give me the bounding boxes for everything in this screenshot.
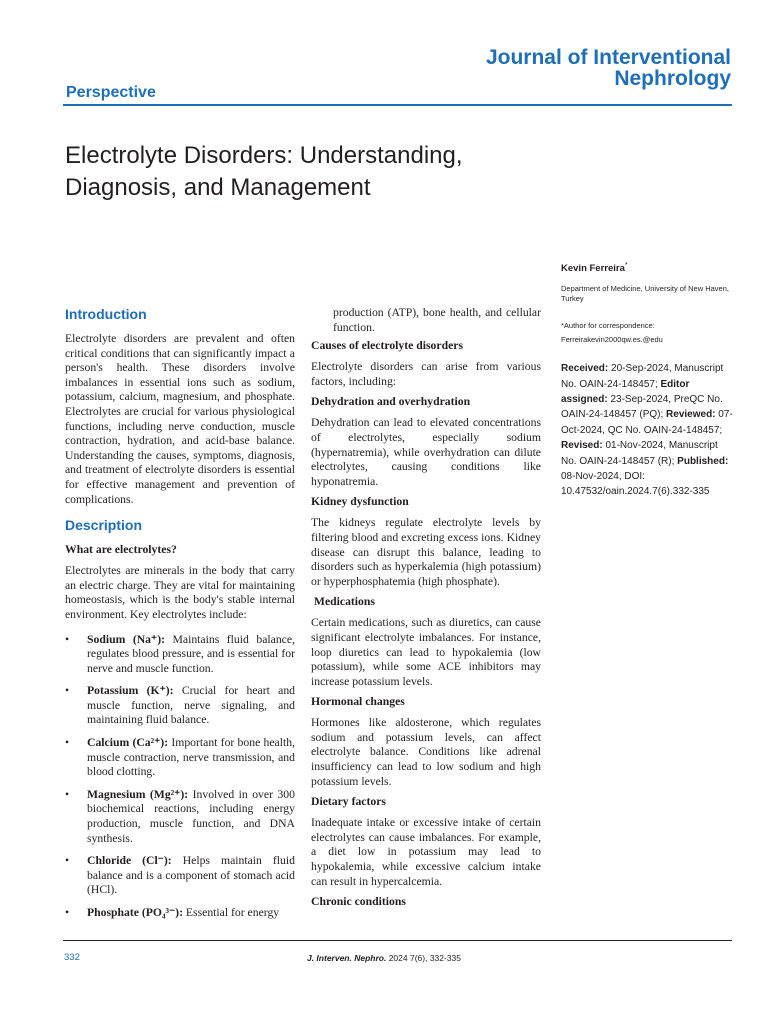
- header-rule: [63, 104, 732, 106]
- list-item: [65, 854, 295, 898]
- article-title-line1: Electrolyte Disorders: Understanding,: [65, 142, 463, 169]
- dehydration-heading: Dehydration and overhydration: [311, 395, 471, 409]
- list-item-label: Potassium (K⁺):: [87, 684, 174, 698]
- kidney-paragraph: The kidneys regulate electrolyte levels by filtering blood and excreting excess ions. Kidney disease can disrupt this balance, leading to disorders such as hyperkalemia (high potassium) or hyperphosphatemia (high phosphate).: [311, 516, 541, 588]
- what-are-electrolytes-paragraph: Electrolytes are minerals in the body that carry an electric charge. They are vital for maintaining homeostasis, which is the body's stable internal environment. Key electrolytes include:: [65, 564, 295, 621]
- citation: [0, 953, 768, 963]
- journal-name: [311, 47, 731, 89]
- article-title: [65, 140, 625, 204]
- bullet-icon: •: [65, 787, 70, 801]
- list-item-label: Sodium (Na⁺):: [87, 632, 165, 646]
- list-item: [65, 788, 295, 846]
- list-item-label: Calcium (Ca²⁺):: [87, 736, 169, 750]
- list-item: [65, 633, 295, 677]
- author-name: [561, 262, 733, 274]
- date-label: Revised:: [561, 440, 603, 452]
- correspondence-email[interactable]: Ferreirakevin2000qw.es.@edu: [561, 335, 663, 345]
- citation-details: 2024 7(6), 332-335: [386, 953, 462, 963]
- date-text: 20-Sep-2024, Manuscript No. OAIN-24-148457;: [561, 363, 724, 390]
- date-text: 23-Sep-2024, PreQC No. OAIN-24-148457 (PQ);: [561, 393, 723, 421]
- medications-paragraph: Certain medications, such as diuretics, can cause significant electrolyte imbalances. For instance, loop diuretics can lead to hypokalemia (low potassium), while some ACE inhibitors may increase potassium levels.: [311, 616, 541, 688]
- list-item: [65, 684, 295, 728]
- hormonal-paragraph: Hormones like aldosterone, which regulates sodium and potassium levels, can affect electrolyte balance. Conditions like adrenal insufficiency can lead to low sodium and high potassium levels.: [311, 716, 541, 788]
- list-item-label: Magnesium (Mg²⁺):: [87, 787, 189, 801]
- causes-heading: Causes of electrolyte disorders: [311, 339, 464, 353]
- column-1: [65, 300, 295, 929]
- dehydration-paragraph: Dehydration can lead to elevated concentrations of electrolytes, especially sodium (hypernatremia), while overhydration can dilute electrolytes, causing conditions like hyponatremia.: [311, 416, 541, 488]
- article-title-line2: Diagnosis, and Management: [65, 174, 371, 201]
- footer-rule: [63, 940, 732, 941]
- journal-name-line1: Journal of Interventional: [485, 46, 731, 69]
- list-item-label: Chloride (Cl⁻):: [87, 854, 172, 868]
- list-item-text: Helps maintain fluid balance and is a component of stomach acid (HCl).: [87, 854, 295, 897]
- list-item-text: Involved in over 300 biochemical reactions, including energy production, muscle function, and DNA synthesis.: [87, 787, 295, 845]
- journal-name-line2: Nephrology: [614, 67, 731, 90]
- column-2: [311, 306, 541, 916]
- list-item: [65, 906, 295, 921]
- electrolyte-list: [65, 633, 295, 921]
- list-item-text: Important for bone health, muscle contraction, nerve transmission, and blood clotting.: [87, 736, 295, 779]
- chronic-heading: Chronic conditions: [311, 895, 406, 909]
- date-text: 01-Nov-2024, Manuscript No. OAIN-24-148457 (R);: [561, 440, 718, 467]
- hormonal-heading: Hormonal changes: [311, 695, 405, 709]
- kidney-heading: Kidney dysfunction: [311, 495, 409, 509]
- bullet-icon: •: [65, 684, 70, 698]
- author-mark: *: [624, 262, 628, 269]
- list-item-text: Crucial for heart and muscle function, nerve signaling, and maintaining fluid balance.: [87, 684, 296, 727]
- bullet-icon: •: [65, 632, 70, 646]
- bullet-icon: •: [65, 736, 70, 750]
- introduction-heading: Introduction: [65, 306, 147, 322]
- bullet-icon: •: [65, 854, 70, 868]
- bullet-icon: •: [65, 906, 70, 919]
- causes-paragraph: Electrolyte disorders can arise from various factors, including:: [311, 360, 541, 388]
- dietary-heading: Dietary factors: [311, 795, 386, 809]
- column-3: [561, 262, 733, 500]
- date-label: Reviewed:: [666, 409, 716, 421]
- list-item: [65, 736, 295, 780]
- publication-dates: [561, 361, 733, 500]
- introduction-paragraph: Electrolyte disorders are prevalent and often critical conditions that can significantly impact a person's health. These disorders involve imbalances in essential ions such as sodium, potassium, calcium, magnesium, and phosphate. Electrolytes are crucial for various physiological functions, including nerve conduction, muscle contraction, hydration, and acid-base balance. Understanding the causes, symptoms, diagnosis, and treatment of electrolyte disorders is essential for effective management and prevention of complications.: [65, 332, 295, 506]
- date-label: Editor assigned:: [561, 378, 690, 405]
- correspondence-label: *Author for correspondence:: [561, 321, 655, 331]
- list-item-text: Maintains fluid balance, regulates blood pressure, and is essential for nerve and muscle function.: [87, 632, 295, 675]
- description-heading: Description: [65, 517, 143, 534]
- dietary-paragraph: Inadequate intake or excessive intake of certain electrolytes can cause imbalances. For example, a diet low in potassium may lead to hypokalemia, while excessive calcium intake can result in hypercalcemia.: [311, 816, 541, 888]
- page-number: 332: [64, 952, 80, 963]
- section-tag: Perspective: [66, 84, 156, 101]
- medications-heading: Medications: [311, 595, 375, 609]
- date-label: Received:: [561, 363, 609, 375]
- journal-abbrev: J. Interven. Nephro.: [306, 953, 387, 963]
- author-affiliation: Department of Medicine, University of New Haven, Turkey: [561, 284, 729, 304]
- list-item-label: Phosphate (PO₄³⁻):: [87, 906, 183, 919]
- bullet-continuation: production (ATP), bone health, and cellular function.: [333, 306, 541, 334]
- date-text: 07-Oct-2024, QC No. OAIN-24-148457;: [561, 409, 733, 436]
- list-item-text: Essential for energy: [182, 906, 280, 919]
- author-name-text: Kevin Ferreira: [561, 263, 625, 275]
- what-are-electrolytes-heading: What are electrolytes?: [65, 543, 177, 557]
- date-label: Published:: [677, 455, 729, 467]
- date-text: 08-Nov-2024, DOI: 10.47532/oain.2024.7(6).332-335: [561, 471, 710, 498]
